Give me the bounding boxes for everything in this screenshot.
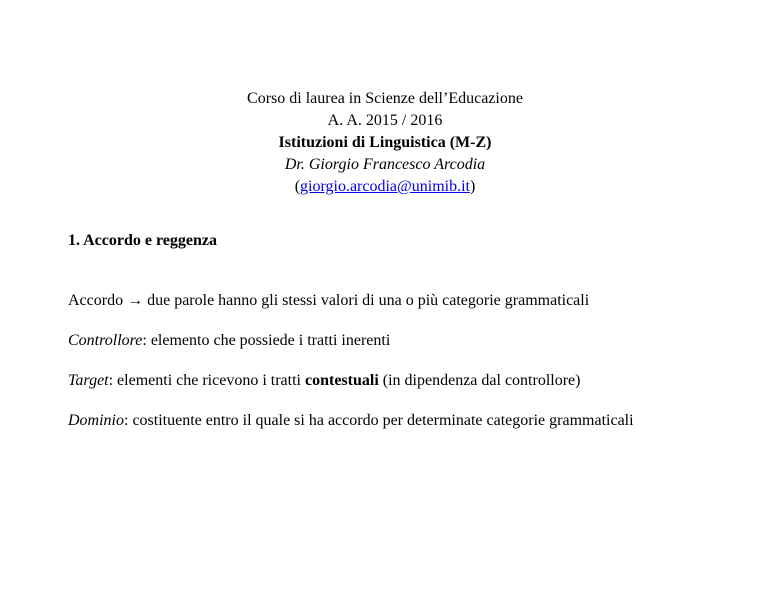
paragraph-controllore-text: : elemento che possiede i tratti inerenti bbox=[142, 332, 391, 349]
paragraph-accordo-text: Accordo → due parole hanno gli stessi valori di una o più categorie grammaticali bbox=[68, 292, 590, 309]
term-target: Target bbox=[68, 372, 109, 389]
email-open-paren: ( bbox=[294, 178, 301, 195]
document-header bbox=[68, 88, 702, 198]
paragraph-target bbox=[68, 370, 702, 392]
lecturer-name: Dr. Giorgio Francesco Arcodia bbox=[284, 156, 486, 173]
course-name: Istituzioni di Linguistica (M-Z) bbox=[278, 134, 492, 151]
paragraph-target-text-1: : elementi che ricevono i tratti bbox=[108, 372, 305, 389]
email-link[interactable]: giorgio.arcodia@unimib.it bbox=[300, 178, 470, 195]
term-dominio: Dominio bbox=[68, 412, 124, 429]
section-heading: 1. Accordo e reggenza bbox=[68, 232, 217, 249]
paragraph-dominio-text: : costituente entro il quale si ha accordo per determinate categorie grammaticali bbox=[124, 412, 634, 429]
term-controllore: Controllore bbox=[68, 332, 143, 349]
email-close-paren: ) bbox=[469, 178, 476, 195]
academic-year: A. A. 2015 / 2016 bbox=[327, 112, 443, 129]
bold-word-contestuali: contestuali bbox=[304, 372, 379, 389]
paragraph-accordo bbox=[68, 290, 702, 312]
paragraph-target-text-2: (in dipendenza dal controllore) bbox=[378, 372, 581, 389]
email-line bbox=[68, 176, 702, 198]
paragraph-dominio bbox=[68, 410, 702, 432]
paragraph-controllore bbox=[68, 330, 702, 352]
course-title: Corso di laurea in Scienze dell’Educazione bbox=[247, 90, 523, 107]
